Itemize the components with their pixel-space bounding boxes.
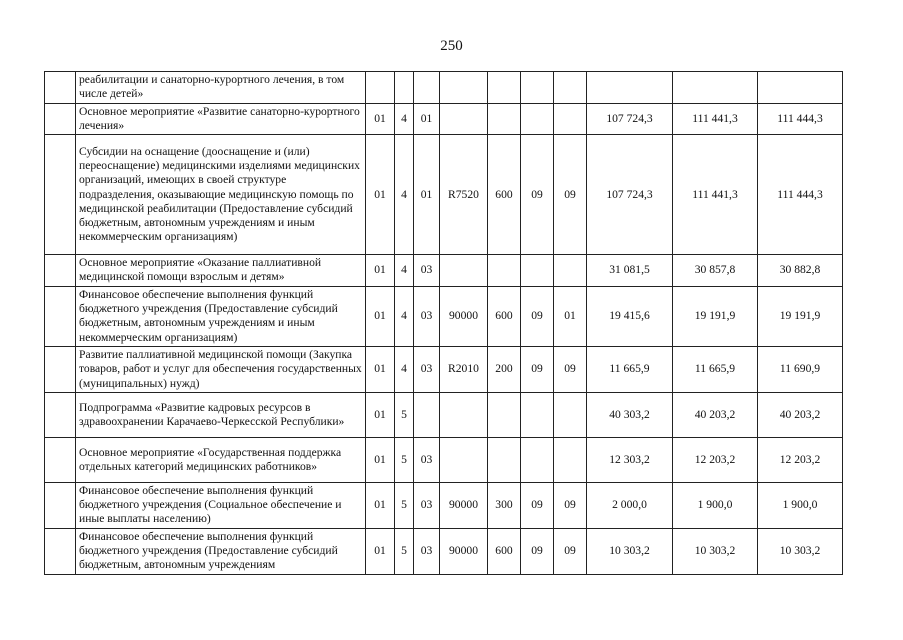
code-cell [366, 72, 395, 104]
amount-cell: 1 900,0 [758, 482, 843, 528]
code-cell: 600 [488, 286, 521, 346]
amount-cell: 12 203,2 [673, 437, 758, 482]
code-cell: R2010 [440, 346, 488, 392]
table-row [45, 346, 843, 392]
code-cell: 5 [395, 528, 414, 574]
amount-cell: 11 665,9 [673, 346, 758, 392]
table-row [45, 286, 843, 346]
code-cell [521, 103, 554, 135]
code-cell [488, 437, 521, 482]
amount-cell: 11 690,9 [758, 346, 843, 392]
amount-cell: 111 444,3 [758, 135, 843, 255]
row-number-cell [45, 103, 76, 135]
code-cell [488, 392, 521, 437]
row-description: Финансовое обеспечение выполнения функций бюджетного учреждения (Предоставление субсидий бюджетным, автономным учреждениям и иным некоммерческим организациям) [76, 286, 366, 346]
amount-cell: 2 000,0 [587, 482, 673, 528]
code-cell: 90000 [440, 528, 488, 574]
amount-cell [673, 72, 758, 104]
page-number: 250 [440, 38, 463, 54]
table-row [45, 135, 843, 255]
amount-cell: 30 882,8 [758, 255, 843, 287]
row-number-cell [45, 437, 76, 482]
code-cell: 200 [488, 346, 521, 392]
code-cell [554, 392, 587, 437]
code-cell: 01 [366, 437, 395, 482]
code-cell [521, 72, 554, 104]
code-cell: 01 [366, 255, 395, 287]
amount-cell: 40 203,2 [758, 392, 843, 437]
code-cell: 600 [488, 528, 521, 574]
code-cell [488, 103, 521, 135]
code-cell [440, 437, 488, 482]
amount-cell: 19 191,9 [758, 286, 843, 346]
row-description: Основное мероприятие «Оказание паллиативной медицинской помощи взрослым и детям» [76, 255, 366, 287]
code-cell: 03 [414, 255, 440, 287]
table-row [45, 482, 843, 528]
amount-cell: 107 724,3 [587, 103, 673, 135]
code-cell: 5 [395, 437, 414, 482]
amount-cell: 10 303,2 [758, 528, 843, 574]
amount-cell: 19 191,9 [673, 286, 758, 346]
amount-cell: 11 665,9 [587, 346, 673, 392]
amount-cell: 1 900,0 [673, 482, 758, 528]
table-row [45, 392, 843, 437]
code-cell: 03 [414, 346, 440, 392]
code-cell [554, 103, 587, 135]
amount-cell: 111 441,3 [673, 103, 758, 135]
code-cell: 5 [395, 482, 414, 528]
code-cell [521, 392, 554, 437]
row-description: Основное мероприятие «Развитие санаторно-курортного лечения» [76, 103, 366, 135]
amount-cell: 12 303,2 [587, 437, 673, 482]
code-cell [521, 255, 554, 287]
code-cell: 01 [366, 528, 395, 574]
code-cell: 5 [395, 392, 414, 437]
code-cell [440, 392, 488, 437]
code-cell [554, 255, 587, 287]
code-cell: 4 [395, 286, 414, 346]
row-number-cell [45, 346, 76, 392]
code-cell: 09 [521, 286, 554, 346]
code-cell: 01 [414, 103, 440, 135]
row-description: реабилитации и санаторно-курортного лечения, в том числе детей» [76, 72, 366, 104]
code-cell: 01 [414, 135, 440, 255]
amount-cell: 111 441,3 [673, 135, 758, 255]
table-row [45, 103, 843, 135]
code-cell [440, 255, 488, 287]
code-cell: 09 [521, 528, 554, 574]
code-cell: 300 [488, 482, 521, 528]
row-number-cell [45, 482, 76, 528]
code-cell: 4 [395, 103, 414, 135]
code-cell [554, 437, 587, 482]
code-cell: 01 [554, 286, 587, 346]
code-cell: 09 [554, 482, 587, 528]
amount-cell: 30 857,8 [673, 255, 758, 287]
row-number-cell [45, 72, 76, 104]
code-cell: 09 [554, 528, 587, 574]
code-cell: 600 [488, 135, 521, 255]
row-description: Финансовое обеспечение выполнения функций бюджетного учреждения (Социальное обеспечение и иные выплаты населению) [76, 482, 366, 528]
code-cell: 90000 [440, 286, 488, 346]
row-description: Подпрограмма «Развитие кадровых ресурсов в здравоохранении Карачаево-Черкесской Республики» [76, 392, 366, 437]
code-cell: 01 [366, 346, 395, 392]
amount-cell [587, 72, 673, 104]
code-cell: 03 [414, 482, 440, 528]
row-number-cell [45, 392, 76, 437]
table-row [45, 437, 843, 482]
amount-cell: 40 203,2 [673, 392, 758, 437]
code-cell: 03 [414, 528, 440, 574]
amount-cell: 12 203,2 [758, 437, 843, 482]
amount-cell: 40 303,2 [587, 392, 673, 437]
code-cell [414, 392, 440, 437]
code-cell: 4 [395, 255, 414, 287]
table-row [45, 528, 843, 574]
code-cell: 01 [366, 135, 395, 255]
amount-cell: 10 303,2 [673, 528, 758, 574]
code-cell [521, 437, 554, 482]
code-cell: 90000 [440, 482, 488, 528]
code-cell: 4 [395, 135, 414, 255]
amount-cell: 107 724,3 [587, 135, 673, 255]
amount-cell: 19 415,6 [587, 286, 673, 346]
code-cell [488, 255, 521, 287]
code-cell [395, 72, 414, 104]
code-cell: 03 [414, 437, 440, 482]
row-number-cell [45, 135, 76, 255]
code-cell: 01 [366, 392, 395, 437]
code-cell [440, 72, 488, 104]
amount-cell: 10 303,2 [587, 528, 673, 574]
code-cell: 09 [521, 482, 554, 528]
row-description: Субсидии на оснащение (дооснащение и (или) переоснащение) медицинскими изделиями медицинских организаций, имеющих в своей структуре подразделения, оказывающие медицинскую помощь по медицинской реабилитации (Предоставление субсидий бюджетным, автономным учреждениям и иным некоммерческим организациям) [76, 135, 366, 255]
code-cell: 01 [366, 103, 395, 135]
code-cell: 01 [366, 482, 395, 528]
code-cell [440, 103, 488, 135]
code-cell: 01 [366, 286, 395, 346]
amount-cell: 111 444,3 [758, 103, 843, 135]
amount-cell [758, 72, 843, 104]
code-cell [554, 72, 587, 104]
row-description: Основное мероприятие «Государственная поддержка отдельных категорий медицинских работников» [76, 437, 366, 482]
code-cell: 09 [521, 346, 554, 392]
table-body [45, 72, 843, 575]
row-description: Развитие паллиативной медицинской помощи (Закупка товаров, работ и услуг для обеспечения государственных (муниципальных) нужд) [76, 346, 366, 392]
code-cell [414, 72, 440, 104]
table-row [45, 72, 843, 104]
row-description: Финансовое обеспечение выполнения функций бюджетного учреждения (Предоставление субсидий бюджетным, автономным учреждениям [76, 528, 366, 574]
code-cell: 09 [554, 135, 587, 255]
code-cell: 09 [521, 135, 554, 255]
code-cell: 09 [554, 346, 587, 392]
code-cell [488, 72, 521, 104]
code-cell: 03 [414, 286, 440, 346]
table-row [45, 255, 843, 287]
row-number-cell [45, 286, 76, 346]
budget-table [44, 71, 843, 575]
row-number-cell [45, 255, 76, 287]
code-cell: 4 [395, 346, 414, 392]
row-number-cell [45, 528, 76, 574]
code-cell: R7520 [440, 135, 488, 255]
amount-cell: 31 081,5 [587, 255, 673, 287]
